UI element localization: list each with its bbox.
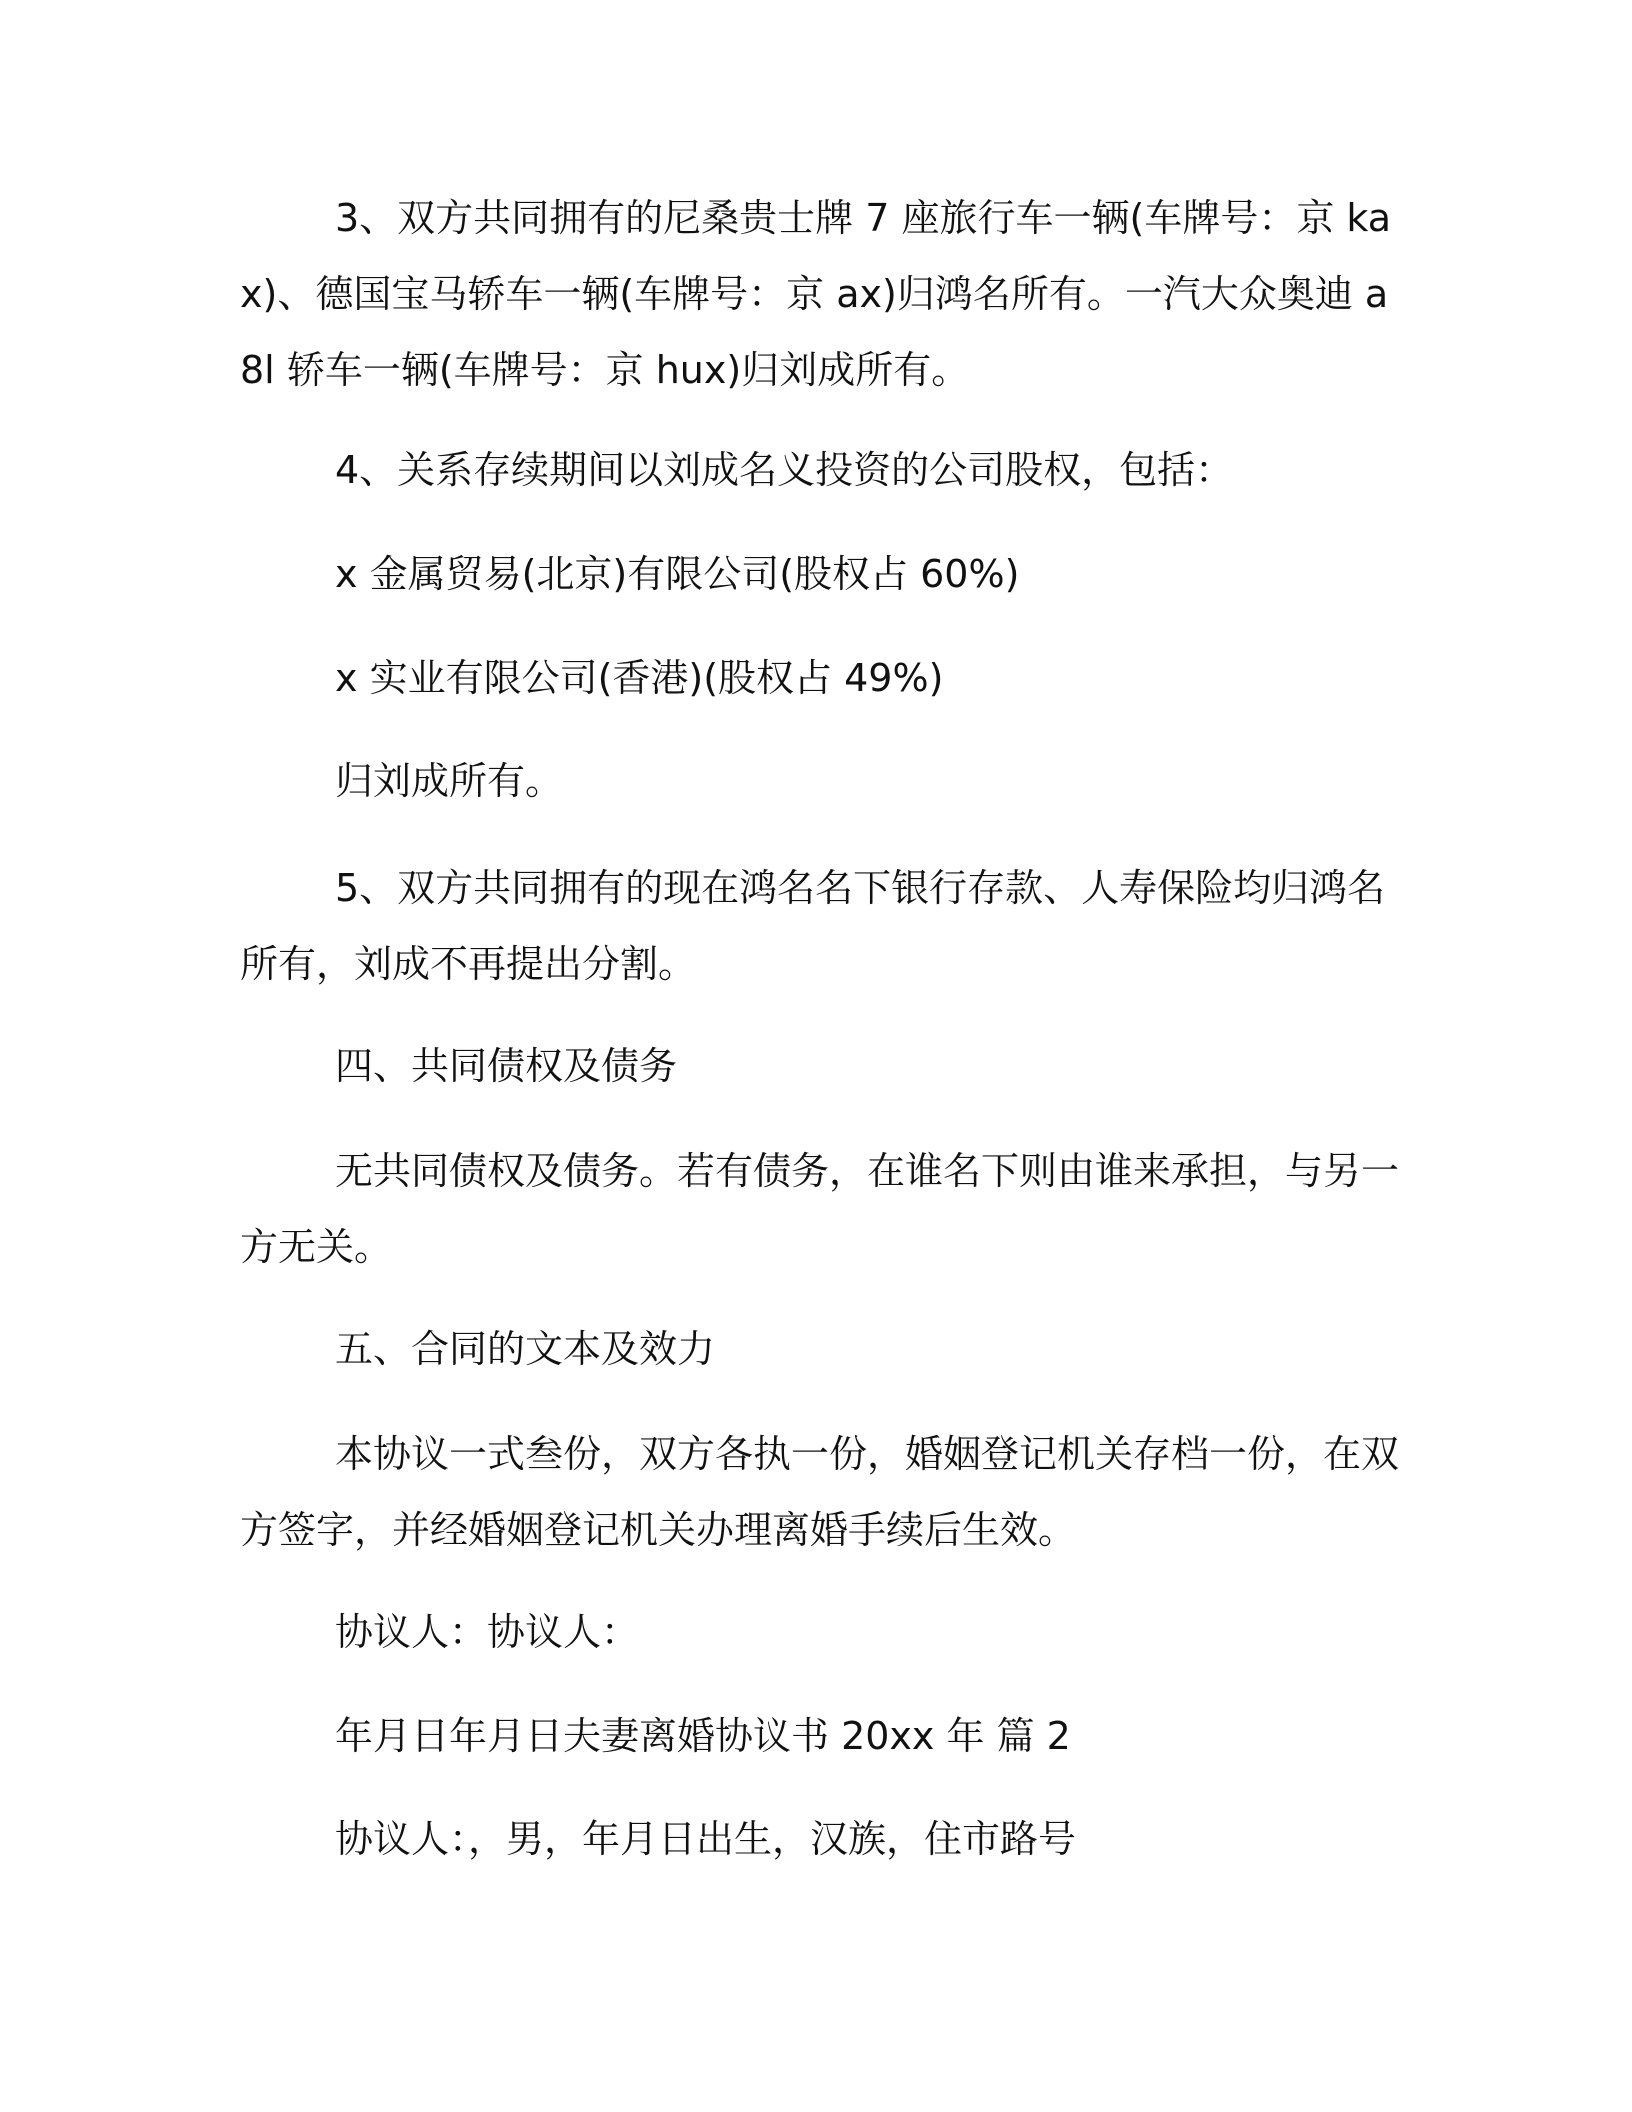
paragraph-equity-intro: 4、关系存续期间以刘成名义投资的公司股权，包括：	[335, 448, 1234, 492]
paragraph-equity-owner: 归刘成所有。	[335, 759, 564, 803]
section-heading-debts: 四、共同债权及债务	[335, 1044, 678, 1088]
paragraph-vehicles: 3、双方共同拥有的尼桑贵士牌 7 座旅行车一辆(车牌号：京 kax)、德国宝马轿车一辆(车牌号：京 ax)归鸿名所有。一汽大众奥迪 a8l 轿车一辆(车牌号：京 hux)归刘成所有。	[240, 196, 1392, 392]
paragraph-deposits: 5、双方共同拥有的现在鸿名名下银行存款、人寿保险均归鸿名所有，刘成不再提出分割。	[240, 866, 1386, 986]
paragraph-equity-item-2: x 实业有限公司(香港)(股权占 49%)	[335, 656, 944, 700]
paragraph-date-title: 年月日年月日夫妻离婚协议书 20xx 年 篇 2	[335, 1714, 1071, 1758]
paragraph-validity: 本协议一式叁份，双方各执一份，婚姻登记机关存档一份，在双方签字，并经婚姻登记机关办理离婚手续后生效。	[240, 1432, 1400, 1552]
section-heading-contract-validity: 五、合同的文本及效力	[335, 1327, 716, 1371]
paragraph-equity-item-1: x 金属贸易(北京)有限公司(股权占 60%)	[335, 552, 1020, 596]
paragraph-signatories: 协议人：协议人：	[335, 1610, 640, 1654]
paragraph-debts: 无共同债权及债务。若有债务，在谁名下则由谁来承担，与另一方无关。	[240, 1149, 1400, 1269]
paragraph-party-info: 协议人：，男，年月日出生，汉族，住市路号	[335, 1817, 1077, 1861]
